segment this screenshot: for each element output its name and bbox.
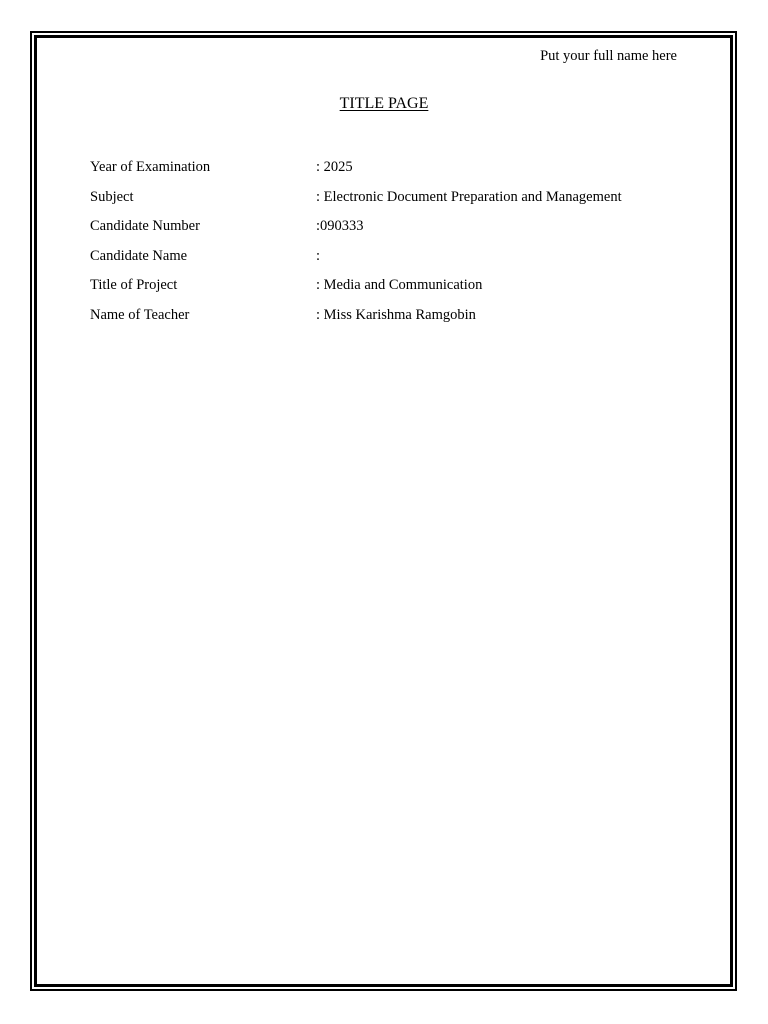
- detail-label: Name of Teacher: [90, 306, 190, 323]
- detail-value: :090333: [316, 218, 364, 235]
- detail-label: Year of Examination: [90, 159, 211, 175]
- detail-label: Candidate Name: [90, 247, 188, 264]
- detail-value: :: [316, 247, 321, 264]
- detail-value: : Electronic Document Preparation and Management: [316, 188, 622, 205]
- detail-value: : Media and Communication: [316, 277, 483, 294]
- detail-label: Title of Project: [90, 277, 178, 294]
- detail-value: : 2025: [316, 159, 353, 175]
- page-title: TITLE PAGE: [339, 95, 429, 112]
- detail-value: : Miss Karishma Ramgobin: [316, 306, 476, 323]
- detail-label: Subject: [90, 188, 134, 205]
- full-name-placeholder: Put your full name here: [540, 48, 677, 64]
- page-border-inner: [34, 35, 733, 987]
- detail-label: Candidate Number: [90, 218, 200, 235]
